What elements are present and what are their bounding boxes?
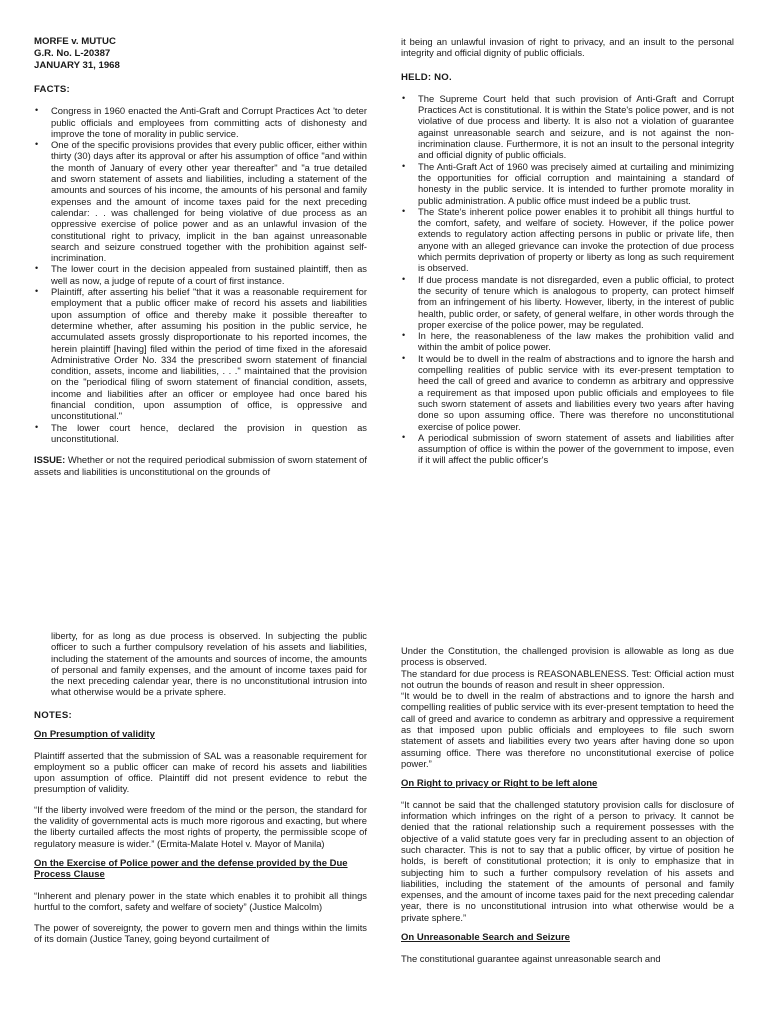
case-date: JANUARY 31, 1968 xyxy=(34,60,120,71)
page2-left-column xyxy=(34,630,367,944)
facts-item: • The lower court in the decision appealed from sustained plaintiff, then as well as now, a judge of repute of a court of first instance. xyxy=(35,263,367,286)
issue-label: ISSUE: xyxy=(34,454,66,466)
sovereignty-paragraph: The power of sovereignty, the power to govern men and things within the limits of its domain (Justice Taney, going beyond curtailment of xyxy=(34,921,367,944)
bullet-icon: • xyxy=(402,92,406,103)
due-process-paragraph: Under the Constitution, the challenged provision is allowable as long as due process is observed. xyxy=(401,645,734,668)
presumption-heading: On Presumption of validity xyxy=(34,729,155,741)
held-list xyxy=(401,93,734,466)
held-item: • In here, the reasonableness of the law makes the prohibition valid and within the ambit of police power. xyxy=(402,330,734,353)
police-power-quote: “Inherent and plenary power in the state which enables it to prohibit all things hurtful to the comfort, safety and welfare of society” (Justice Malcolm) xyxy=(34,889,367,913)
notes-heading: NOTES: xyxy=(34,709,73,721)
facts-item: • Congress in 1960 enacted the Anti-Graft and Corrupt Practices Act 'to deter public officials and employees from committing acts of dishonesty and improve the tone of morality in public service. xyxy=(35,105,367,139)
held-heading: HELD: NO. xyxy=(401,71,452,83)
facts-item: • Plaintiff, after asserting his belief "that it was a reasonable requirement for employment that a public officer make of record his assets and liabilities upon assumption of office and thereby make it possible thereafter to determine whether, after assuming his position in the public service, he accumulated assets grossly disproportionate to his reported incomes, the herein plaintiff [having] filed within the period of time fixed in the aforesaid Administrative Order No. 334 the prescribed sworn statement of financial condition, assets, income and liabilities, . . ." maintained that the provision on the "periodical filing of sworn statement of financial condition, assets, income and liabilities after an officer or employee had once bared his financial condition, upon assumption of office, is oppressive and unconstitutional." xyxy=(35,286,367,422)
bullet-icon: • xyxy=(402,160,406,171)
issue-paragraph xyxy=(34,454,367,477)
facts-item: • One of the specific provisions provides that every public officer, either within thirty (30) days after its approval or after his assumption of office "and within the month of January of every other year thereafter" and "a true detailed and sworn statement of assets and liabilities, including a statement of the amounts and sources of his income, the amounts of his personal and family expenses and the amount of income taxes paid for the next preceding calendar: . . was challenged for being violative of due process as an oppressive exercise of police power and as an unlawful invasion of the constitutional right to privacy, implicit in the ban against unreasonable search and seizure construed together with the prohibition against self-incrimination. xyxy=(35,139,367,264)
held-item: • If due process mandate is not disregarded, even a public official, to protect the security of tenure which is analogous to property, can protect himself from an infringement of his liberty. However, liberty, in the interest of public health, public order, or safety, of general welfare, in other words through the proper exercise of the police power, may be regulated. xyxy=(402,273,734,330)
reasonableness-paragraph: The standard for due process is REASONABLENESS. Test: Official action must not outrun the bounds of reason and result in sheer oppression. xyxy=(401,667,734,690)
page2-right-column xyxy=(401,645,734,964)
held-item: • A periodical submission of sworn statement of assets and liabilities after assumption of office is within the power of the government to impose, even if it will affect the public officer's xyxy=(402,431,734,466)
bullet-icon: • xyxy=(402,205,406,216)
held-item: • It would be to dwell in the realm of abstractions and to ignore the harsh and compelling realities of public service with its ever-present temptation to heed the call of greed and avarice to condemn as arbitrary and oppressive a requirement as that imposed upon public officials and employees to file such sworn statement of assets and liabilities every two years after having done so upon assuming office. There was therefore no unconstitutional exercise of police power. xyxy=(402,352,734,432)
bullet-icon: • xyxy=(35,286,39,297)
bullet-icon: • xyxy=(35,139,39,150)
issue-continuation: it being an unlawful invasion of right to privacy, and an insult to the personal integrity and official dignity of public officials. xyxy=(401,36,734,59)
facts-list xyxy=(34,105,367,444)
held-item: • The State's inherent police power enables it to prohibit all things hurtful to the comfort, safety, and welfare of society. However, if the police power extends to regulatory action affecting persons in public or private life, then anyone with an alleged grievance can invoke the protection of due process which permits deprivation of property or liberty as long as such requirement is observed. xyxy=(402,205,734,274)
privacy-heading: On Right to privacy or Right to be left alone xyxy=(401,778,598,790)
bullet-icon: • xyxy=(402,330,406,341)
bullet-icon: • xyxy=(35,105,39,116)
bullet-icon: • xyxy=(402,273,406,284)
abstractions-quote: “It would be to dwell in the realm of abstractions and to ignore the harsh and compelling realities of public service with its ever-present temptation to heed the call of greed and avarice to condemn as arbitrary and oppressive a requirement as that imposed upon public officials and employees to file such sworn statement of assets and liabilities every two years after having done so upon assuming office. There was therefore no unconstitutional exercise of police power.” xyxy=(401,690,734,769)
held-continuation: liberty, for as long as due process is observed. In subjecting the public officer to such a further compulsory revelation of his assets and liabilities, including the statement of the amounts and sources of income, the amounts of personal and family expenses, and the amount of income taxes paid for the next preceding calendar year, there is no unconstitutional intrusion into what otherwise would be a private sphere. xyxy=(51,630,367,698)
police-power-heading: On the Exercise of Police power and the defense provided by the Due Process Clause xyxy=(34,857,348,881)
page-gap xyxy=(0,590,768,612)
case-title: MORFE v. MUTUC xyxy=(34,36,116,47)
held-item: • The Anti-Graft Act of 1960 was precisely aimed at curtailing and minimizing the opportunities for official corruption and maintaining a standard of honesty in the public service. It is intended to further promote morality in public administration. A public office must indeed be a public trust. xyxy=(402,160,734,206)
search-seizure-paragraph: The constitutional guarantee against unreasonable search and xyxy=(401,952,661,964)
presumption-paragraph: Plaintiff asserted that the submission of SAL was a reasonable requirement for employment so a public officer can make of record his assets and liabilities upon assumption of office. Plaintiff did not present evidence to rebut the presumption of validity. xyxy=(34,749,367,795)
issue-text: Whether or not the required periodical submission of sworn statement of assets and liabilities is unconstitutional on the grounds of xyxy=(34,454,367,477)
privacy-paragraph: “It cannot be said that the challenged statutory provision calls for disclosure of information which infringes on the right of a person to privacy. It cannot be denied that the rational relationship such a requirement possesses with the objective of a valid statute goes very far in precluding assent to an objection of such character. This is not to say that a public officer, by virtue of position he holds, is bereft of constitutional protection; it is only to emphasize that in subjecting him to such a further compulsory revelation of his assets and liabilities, including the statement of the amounts of personal and family expenses, and the amount of income taxes paid for the next preceding calendar year, there is no unconstitutional intrusion into what otherwise would be a private sphere.” xyxy=(401,798,734,923)
facts-heading: FACTS: xyxy=(34,84,70,95)
page1-right-column xyxy=(401,36,734,466)
bullet-icon: • xyxy=(402,431,406,442)
held-item: • The Supreme Court held that such provision of Anti-Graft and Corrupt Practices Act is constitutional. It is within the State's police power, and is not violative of due process and liberty. It is also not a violation of guarantee against unreasonable search and seizure, and is not against the non-incrimination clause. Furthermore, it is not an insult to the personal integrity and official dignity of public officials. xyxy=(402,92,734,161)
facts-item: • The lower court hence, declared the provision in question as unconstitutional. xyxy=(35,421,367,444)
bullet-icon: • xyxy=(402,352,406,363)
bullet-icon: • xyxy=(35,421,39,432)
bullet-icon: • xyxy=(35,263,39,274)
page1-left-column xyxy=(34,36,367,477)
presumption-quote: “If the liberty involved were freedom of the mind or the person, the standard for the validity of governmental acts is much more rigorous and exacting, but where the liberty curtailed affects the most rights of property, the permissible scope of regulatory measure is wider.” (Ermita-Malate Hotel v. Mayor of Manila) xyxy=(34,803,367,849)
search-seizure-heading: On Unreasonable Search and Seizure xyxy=(401,932,570,944)
case-gr-number: G.R. No. L-20387 xyxy=(34,48,111,59)
